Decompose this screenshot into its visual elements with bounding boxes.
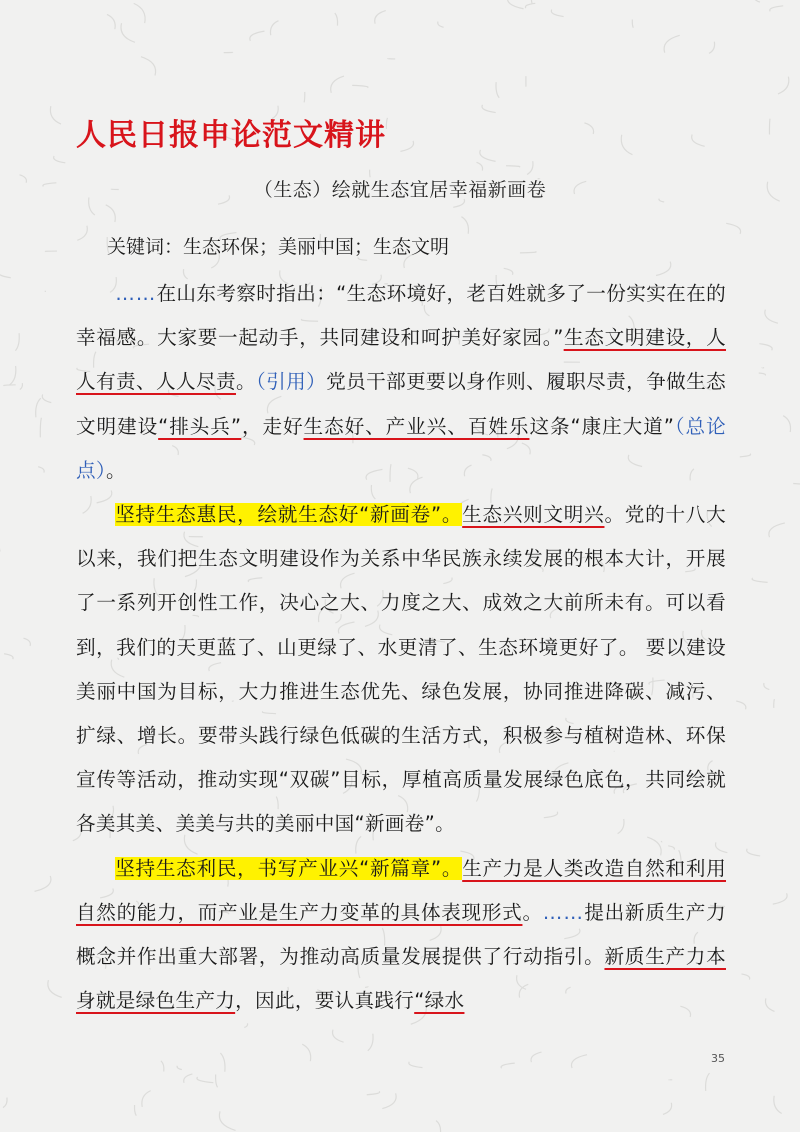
text-span: ，走好 <box>241 414 304 438</box>
annotation-citation: （引用） <box>255 370 327 394</box>
article-body <box>76 272 726 1023</box>
underlined-phrase: 生态好、产业兴、百姓乐 <box>303 414 530 438</box>
document-title: 人民日报申论范文精讲 <box>76 118 386 153</box>
text-span: 。 <box>106 458 126 482</box>
underlined-phrase: “排头兵” <box>158 414 242 438</box>
paragraph-intro <box>76 272 726 493</box>
text-span: 。 <box>522 900 543 924</box>
paragraph-ecology-benefit <box>76 493 726 847</box>
ellipsis-marker: …… <box>542 900 584 924</box>
text-span: 党员干部更要以身作则、履职尽责，争做生态文明建设 <box>76 370 726 438</box>
text-span: ，因此，要认真践行 <box>235 989 415 1013</box>
text-span: 。党的十八大以来，我们把生态文明建设作为关系中华民族永续发展的根本大计，开展了一系列开创性工作，决心之大、力度之大、成效之大前所未有。可以看到，我们的天更蓝了、山更绿了、水更清了、生态环境更好了。 要以建设美丽中国为目标，大力推进生态优先、绿色发展，协同推进降碳、减污、扩绿、增长。要带头践行绿色低碳的生活方式，积极参与植树造林、环保宣传等活动，推动实现“双碳”目标，厚植高质量发展绿色底色，共同绘就各美其美、美美与共的美丽中国“新画卷”。 <box>76 503 726 836</box>
underlined-phrase: 生产力是人类改造自然和利用自然的能力，而产业是生产力变革的具体表现形式 <box>76 856 726 924</box>
ellipsis-marker: …… <box>115 282 157 305</box>
quote-text: 在山东考察时指出：“生态环境好，老百姓就多了一份实实在在的幸福感。大家要一起动手，共同建设和呵护美好家园。” <box>76 282 726 350</box>
highlighted-subheading: 坚持生态惠民，绘就生态好“新画卷”。 <box>115 503 463 527</box>
text-span: 。 <box>235 370 256 394</box>
keywords-line: 关键词：生态环保；美丽中国；生态文明 <box>107 236 450 258</box>
underlined-phrase: “绿水 <box>414 989 465 1013</box>
annotation-thesis: （总论点） <box>76 414 726 482</box>
underlined-phrase: 生态文明建设，人人有责、人人尽责 <box>76 326 726 394</box>
underlined-phrase: 新质生产力本身就是绿色生产力 <box>76 945 726 1013</box>
paragraph-ecology-industry <box>76 847 726 1024</box>
text-span: 提出新质生产力概念并作出重大部署，为推动高质量发展提供了行动指引。 <box>76 900 726 969</box>
highlighted-subheading: 坚持生态利民，书写产业兴“新篇章”。 <box>115 856 463 880</box>
underlined-phrase: 生态兴则文明兴 <box>462 503 605 527</box>
text-span: 这条“康庄大道” <box>529 414 675 438</box>
page-number: 35 <box>711 1052 725 1065</box>
article-subtitle: （生态）绘就生态宜居幸福新画卷 <box>253 179 547 201</box>
